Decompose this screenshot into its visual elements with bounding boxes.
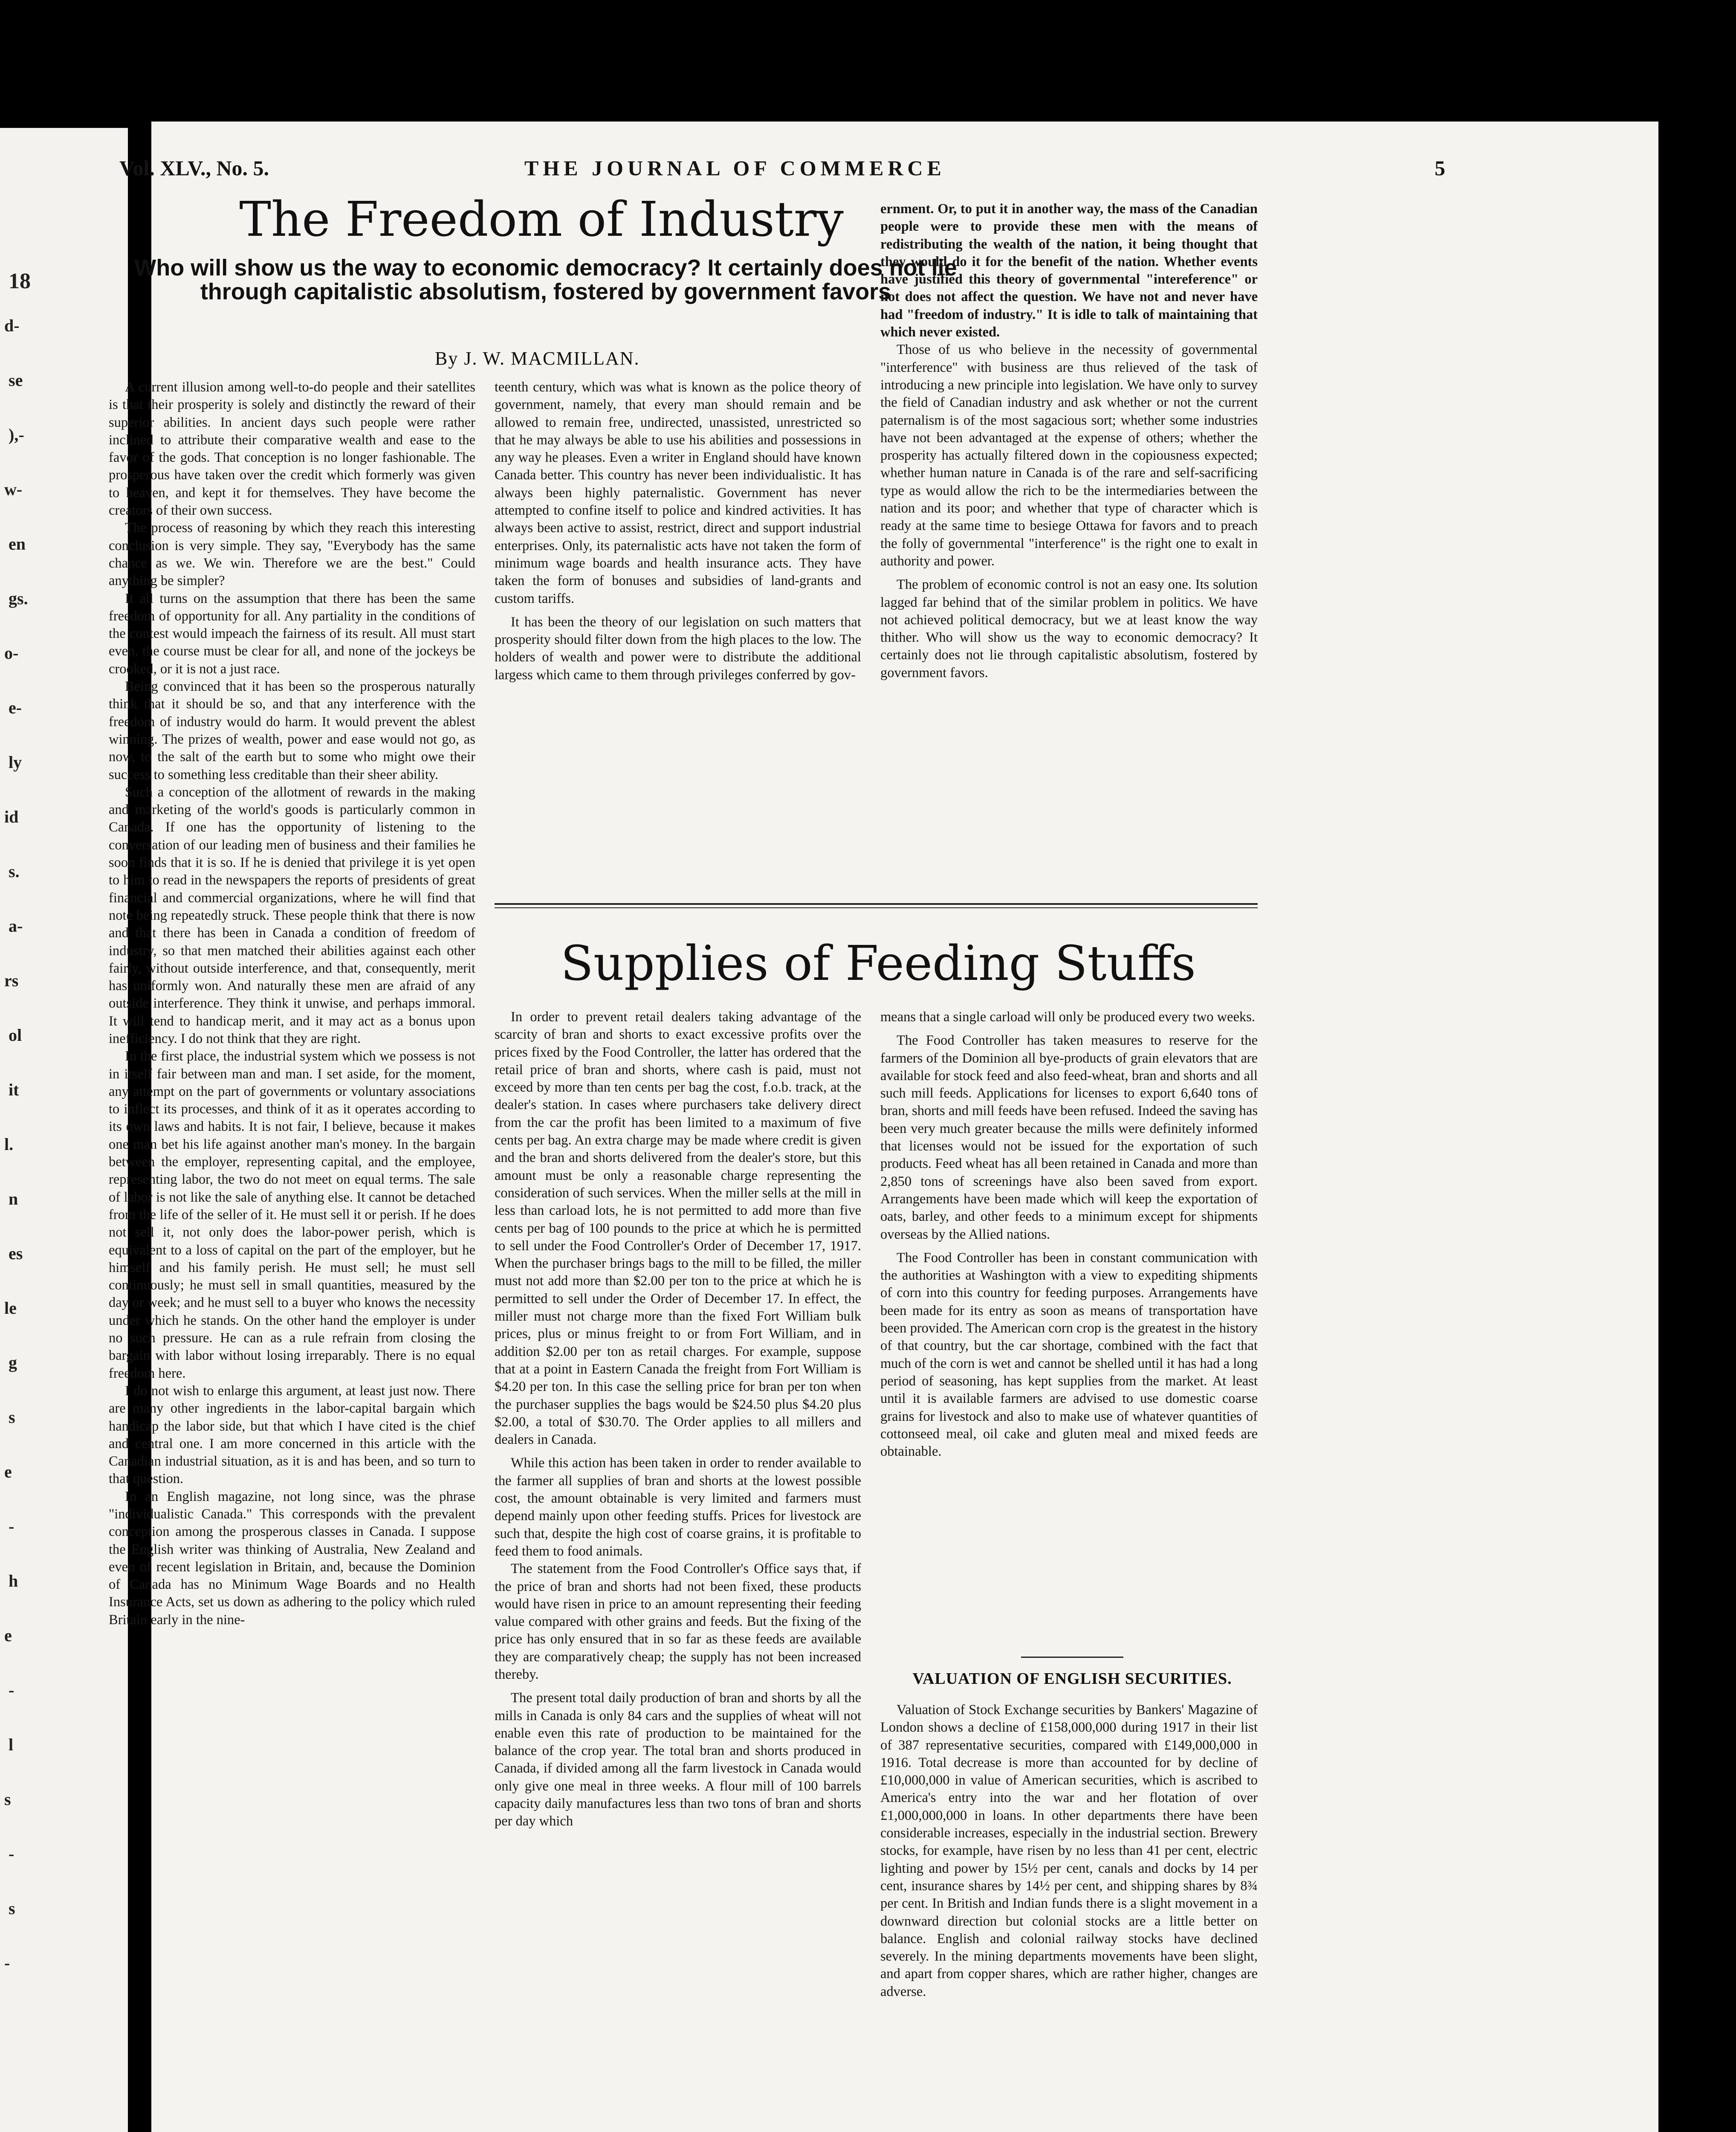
paragraph: The statement from the Food Controller's Office says that, if the price of bran and shorts had not been fixed, these products would have risen in price to an amount representing their feeding value compared with other grains and feeds. But the fixing of the price has only ensured that in so far as these feeds are available they are comparatively cheap; the supply has not been increased thereby. <box>495 1561 861 1682</box>
paragraph: The process of reasoning by which they reach this interesting conclusion is very simple. They say, "Everybody has the same chance as we. We win. Therefore we are the best." Could anything be simpler? <box>109 520 475 589</box>
article1-column-3 <box>880 200 1258 895</box>
previous-page-fragment: es <box>9 1244 23 1263</box>
journal-title: THE JOURNAL OF COMMERCE <box>524 156 946 180</box>
previous-page-fragment: - <box>9 1517 14 1536</box>
paragraph: Those of us who believe in the necessity of governmental "interference" with business are thus relieved of the task of introducing a new principle into legislation. We have only to survey the field of Canadian industry and ask whether or not the current paternalism is of the most sagacious sort; whether some industries have not been advantaged at the expense of others; whether the prosperity has actually filtered down in the copiousness expected; whether human nature in Canada is of the rare and self-sacrificing type as would allow the rich to be the intermediaries between the nation and its poor; and whether that type of character which is ready at the same time to besiege Ottawa for favors and to preach the folly of governmental "interference" is the right one to exalt in authority and power. <box>880 342 1258 569</box>
previous-page-fragment: s <box>9 1408 15 1427</box>
paragraph: It has been the theory of our legislation on such matters that prosperity should filter down from the high places to the low. The holders of wealth and power were to distribute the additional largess which came to them through privileges conferred by gov- <box>495 614 861 683</box>
paragraph: Valuation of Stock Exchange securities by Bankers' Magazine of London shows a decline of £158,000,000 during 1917 in their list of 387 representative securities, compared with £149,000,000 in 1916. Total decrease is more than accounted for by decline of £10,000,000 in value of American securities, which is ascribed to America's entry into the war and her flotation of over £1,000,000,000 in loans. In other departments there have been considerable increases, especially in the industrial section. Brewery stocks, for example, have risen by no less than 41 per cent, electric lighting and power by 15½ per cent, canals and docks by 14 per cent, insurance shares by 14½ per cent, and shipping shares by 8¾ per cent. In British and Indian funds there is a slight movement in a downward direction but colonial stocks are a little better on balance. English and colonial railway stocks have declined severely. In the mining departments movements have been slight, and apart from copper shares, which are rather higher, changes are adverse. <box>880 1702 1258 1999</box>
section-divider-thin <box>495 907 1258 908</box>
previous-page-fragment: - <box>9 1844 14 1863</box>
previous-page-fragment: - <box>9 1680 14 1700</box>
previous-page-fragment: s <box>9 1899 15 1918</box>
previous-page-fragment: s. <box>9 862 20 881</box>
article2-column-1 <box>495 1008 861 2132</box>
previous-page-fragment: gs. <box>9 589 28 608</box>
article-title: The Freedom of Industry <box>239 192 844 247</box>
previous-page-fragment: a- <box>9 916 23 936</box>
previous-page-fragment: g <box>9 1353 17 1372</box>
previous-page-fragment: le <box>4 1298 17 1318</box>
article-title: VALUATION OF ENGLISH SECURITIES. <box>912 1670 1232 1688</box>
previous-page-fragment: rs <box>4 971 19 990</box>
previous-page-number: 18 <box>9 269 31 293</box>
previous-page-fragment: ly <box>9 753 22 772</box>
paragraph: teenth century, which was what is known as the police theory of government, namely, that every man should remain and be allowed to remain free, undirected, unassisted, unrestricted so that he may always be able to use his abilities and possessions in any way he pleases. Even a writer in England should have known Canada better. This country has never been individualistic. It has always been highly paternalistic. Government has never attempted to confine itself to police and kindred activities. It has always been active to assist, restrict, direct and support industrial enterprises. Only, its paternalistic acts have not taken the form of minimum wage boards and health insurance acts. They have taken the form of bonuses and subsidies of land-grants and custom tariffs. <box>495 379 861 606</box>
paragraph: The present total daily production of bran and shorts by all the mills in Canada is only 84 cars and the supplies of wheat will not enable even this rate of production to be maintained for the balance of the crop year. The total bran and shorts produced in Canada, if divided among all the farm livestock in Canada would only give one meal in three weeks. A flour mill of 100 barrels capacity daily manufactures less than two tons of bran and shorts per day which <box>495 1690 861 1829</box>
page-number: 5 <box>1435 156 1445 180</box>
previous-page-fragment: - <box>4 1953 10 1973</box>
paragraph: While this action has been taken in order to render available to the farmer all supplies of bran and shorts at the lowest possible cost, the amount obtainable is very limited and farmers must depend mainly upon other feeding stuffs. Prices for livestock are such that, despite the high cost of coarse grains, it is profitable to feed them to food animals. <box>495 1455 861 1559</box>
article1-column-1 <box>109 379 475 1888</box>
paragraph: In order to prevent retail dealers taking advantage of the scarcity of bran and shorts to exact excessive profits over the prices fixed by the Food Controller, the latter has ordered that the retail price of bran and shorts, where cash is paid, must not exceed by more than ten cents per bag the cost, f.o.b. track, at the dealer's station. In cases where purchasers take delivery direct from the car the profit has been limited to a maximum of five cents per bag. An extra charge may be made where credit is given and the bran and shorts delivered from the dealer's store, but this amount must be only a reasonable charge representing the consideration of such services. When the miller sells at the mill in less than carload lots, he is not permitted to add more than five cents per bag of 100 pounds to the price at which he is permitted to sell under the Food Controller's Order of December 17, 1917. When the purchaser brings bags to the mill to be filled, the miller must not add more than $2.00 per ton to the price at which he is permitted to sell under the Order of December 17. In effect, the miller must not charge more than the fixed Fort William bulk prices, plus or minus freight to or from Fort William, and in addition $2.00 per ton as retail charges. For example, suppose that at a point in Eastern Canada the freight from Fort William is $4.20 per ton. In this case the selling price for bran per ton when the purchaser supplies the bags would be $24.50 plus $4.20 plus $2.00, a total of $30.70. The Order applies to all millers and dealers in Canada. <box>495 1009 861 1448</box>
previous-page-fragment: h <box>9 1571 18 1590</box>
article-title: Supplies of Feeding Stuffs <box>561 936 1196 991</box>
section-divider <box>495 903 1258 905</box>
paragraph: The Food Controller has been in constant communication with the authorities at Washington with a view to expediting shipments of corn into this country for feeding purposes. Arrangements have been made for its entry as soon as means of transportation have been provided. The American corn crop is the greatest in the history of that country, but the car shortage, combined with the fact that much of the corn is wet and cannot be shelled until it has had a long period of seasoning, has kept supplies from the market. At least until it is available farmers are advised to use domestic coarse grains for livestock and also to make use of whatever quantities of cottonseed meal, oil cake and gluten meal and mixed feeds are obtainable. <box>880 1250 1258 1460</box>
paragraph: ernment. Or, to put it in another way, the mass of the Canadian people were to provide these men with the means of redistributing the wealth of the nation, it being thought that they would do it for the benefit of the nation. Whether events have justified this theory of governmental "intereference" or not does not affect the question. We have not and never have had "freedom of industry." It is idle to talk of maintaining that which never existed. <box>880 201 1258 340</box>
previous-page-fragment: d- <box>4 316 20 335</box>
paragraph: Such a conception of the allotment of rewards in the making and marketing of the world's goods is particularly common in Canada. If one has the opportunity of listening to the conversation of our leading men of business and their families he soon finds that it is so. If he is denied that privilege it is yet open to him to read in the newspapers the reports of presidents of great financial and commercial organizations, where he will find that note being repeatedly struck. These people think that there is now and that there has been in Canada a condition of freedom of industry, so that men matched their abilities against each other fairly, without outside interference, and that, consequently, merit has uniformly won. And naturally these men are afraid of any outside interference. They think it unwise, and perhaps immoral. It will tend to handicap merit, and it may act as a bonus upon inefficiency. I do not think that they are right. <box>109 784 475 1046</box>
paragraph: The Food Controller has taken measures to reserve for the farmers of the Dominion all bye-products of grain elevators that are available for stock feed and also feed-wheat, bran and shorts and all such mill feeds. Applications for licenses to export 6,640 tons of bran, shorts and mill feeds have been refused. Indeed the saving has been very much greater because the mills were definitely informed that licenses would not be issued for the exportation of such products. Feed wheat has all been retained in Canada and more than 2,850 tons of screenings have also been saved from export. Arrangements have been made which will keep the exportation of oats, barley, and other feeds to a minimum except for shipments overseas by the Allied nations. <box>880 1033 1258 1242</box>
previous-page-fragment: o- <box>4 643 19 663</box>
previous-page-fragment: n <box>9 1189 18 1208</box>
previous-page-fragment: e <box>4 1626 12 1645</box>
previous-page-fragment: e <box>4 1462 12 1481</box>
previous-page-fragment: ol <box>9 1025 22 1045</box>
article-subtitle: Who will show us the way to economic democracy? It certainly does not lie through capitalistic absolutism, fostered by government favors <box>134 255 957 304</box>
article3-top-rule <box>1021 1657 1123 1658</box>
previous-page-fragment: en <box>9 534 26 553</box>
previous-page-fragment: l. <box>4 1135 14 1154</box>
paragraph: The problem of economic control is not an easy one. Its solution lagged far behind that of the similar problem in politics. We have not achieved political democracy, but we at least know the way thither. Who will show us the way to economic democracy? It certainly does not lie through capitalistic absolutism, fostered by government favors. <box>880 577 1258 681</box>
previous-page-fragment: e- <box>9 698 22 717</box>
paragraph: I do not wish to enlarge this argument, at least just now. There are many other ingredients in the labor-capital bargain which handicap the labor side, but that which I have cited is the chief and central one. I am more concerned in this article with the Canadian industrial situation, as it is and has been, and so turn to that question. <box>109 1383 475 1487</box>
article1-column-2 <box>495 379 861 907</box>
previous-page-fragment: se <box>9 371 23 390</box>
previous-page-fragment: ),- <box>9 425 24 444</box>
article-byline: By J. W. MACMILLAN. <box>435 348 640 369</box>
volume-label: Vol. XLV., No. 5. <box>119 156 269 180</box>
article3-column <box>880 1701 1258 2132</box>
paragraph: In an English magazine, not long since, was the phrase "individualistic Canada." This corresponds with the prevalent conception among the prosperous classes in Canada. I suppose the English writer was thinking of Australia, New Zealand and even of recent legislation in Britain, and, because the Dominion of Canada has no Minimum Wage Boards and no Health Insurance Acts, set us down as adhering to the policy which ruled Britain early in the nine- <box>109 1489 475 1628</box>
page-header <box>119 151 1445 190</box>
previous-page-fragment: s <box>4 1790 11 1809</box>
paragraph: In the first place, the industrial system which we possess is not in itself fair between man and man. I set aside, for the moment, any attempt on the part of governments or voluntary associations to inflect its processes, and think of it as it operates according to its own laws and habits. It is not fair, I believe, because it makes one man bet his life against another man's money. In the bargain between the employer, representing capital, and the employee, representing labor, the two do not meet on equal terms. The sale of labor is not like the sale of anything else. It cannot be detached from the life of the seller of it. He must sell it or perish. If he does not sell it, not only does the labor-power perish, which is equivalent to a loss of capital on the part of the employer, but he himself and his family perish. He must sell; he must sell continuously; he must sell in small quantities, measured by the day or week; and he must sell to a buyer who knows the necessity under which he stands. On the other hand the employer is under no such pressure. He can as a rule refrain from closing the bargain with labor without losing irreparably. There is no equal freedom here. <box>109 1049 475 1381</box>
previous-page-fragment: id <box>4 807 19 826</box>
paragraph: A current illusion among well-to-do people and their satellites is that their prosperity is solely and distinctly the reward of their superior abilities. In ancient days such people were rather inclined to attribute their comparative wealth and ease to the favor of the gods. That conception is no longer fashionable. The prosperous have taken over the credit which formerly was given to heaven, and kept it for themselves. They have become the creators of their own success. <box>109 379 475 519</box>
previous-page-fragment: w- <box>4 480 23 499</box>
paragraph: It all turns on the assumption that there has been the same freedom of opportunity for all. Any partiality in the conditions of the contest would impeach the fairness of its result. All must start even, the course must be clear for all, and none of the jockeys be crooked, or it is not a just race. <box>109 591 475 677</box>
paragraph: means that a single carload will only be produced every two weeks. <box>880 1009 1256 1025</box>
paragraph: Being convinced that it has been so the prosperous naturally think that it should be so, and that any interference with the freedom of industry would do harm. It would prevent the ablest winning. The prizes of wealth, power and ease would not go, as now, to the salt of the earth but to some who might owe their success to something less creditable than their sheer ability. <box>109 679 475 782</box>
previous-page-fragment: it <box>9 1080 19 1099</box>
previous-page-fragment: l <box>9 1735 14 1754</box>
